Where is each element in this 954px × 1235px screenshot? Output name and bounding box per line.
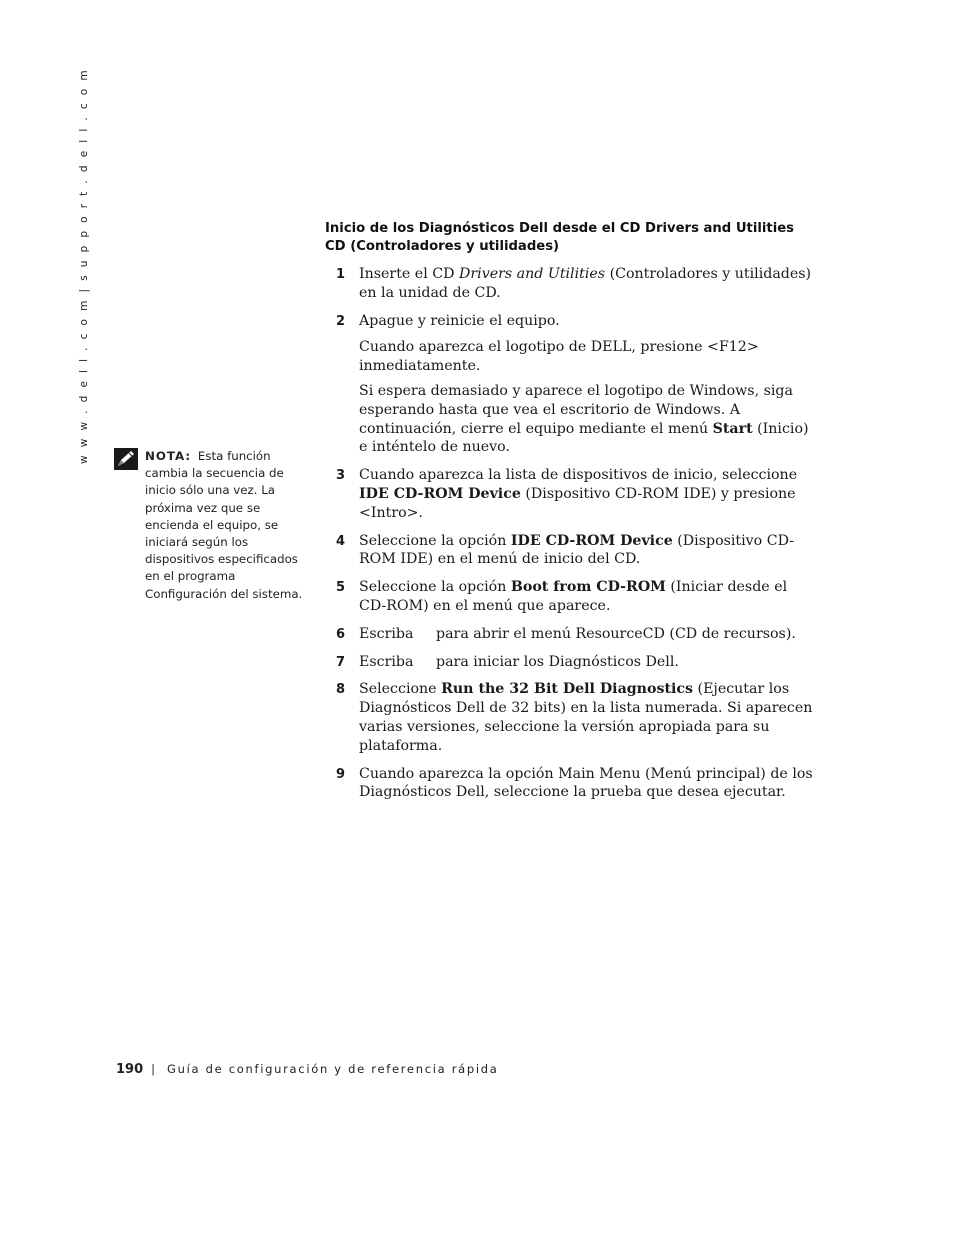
step-3 (325, 466, 817, 522)
step-9 (325, 765, 817, 803)
step-text-part: Si espera demasiado y aparece el logotipo de Windows, siga esperando hasta que vea el escritorio de Windows. A continuación, cierre el equipo mediante el menú (359, 382, 793, 437)
step-paragraph: Cuando aparezca el logotipo de DELL, presione <F12> inmediatamente. (359, 339, 759, 375)
step-text-bold: Boot from CD-ROM (510, 579, 666, 596)
step-7 (325, 653, 817, 672)
step-number: 7 (336, 654, 346, 670)
step-text-bold: Start (712, 420, 753, 437)
step-text-part: (Dispositivo CD-ROM IDE) y presione <Intro>. (359, 485, 796, 521)
step-text: Escriba para iniciar los Diagnósticos Dell. (359, 653, 679, 670)
step-number: 9 (336, 766, 346, 782)
step-2-paragraph-1 (325, 338, 817, 376)
step-text: Escriba para abrir el menú ResourceCD (CD de recursos). (359, 625, 796, 642)
footer-separator: | (151, 1062, 156, 1076)
step-text (359, 578, 817, 616)
page-number: 190 (116, 1062, 144, 1077)
step-number: 8 (336, 682, 346, 698)
step-5 (325, 578, 817, 616)
step-text-part: (Controladores y utilidades) en la unidad de CD. (359, 266, 812, 301)
step-number: 4 (336, 533, 346, 549)
step-text (359, 466, 817, 522)
note-body: Esta función cambia la secuencia de inicio sólo una vez. La próxima vez que se encienda el equipo, se iniciará según los dispositivos especificados en el programa Configuración del sistema. (145, 449, 303, 601)
section-heading: Inicio de los Diagnósticos Dell desde el CD Drivers and Utilities CD (Controladores y utilidades) (325, 221, 795, 254)
step-text-part: Cuando aparezca la lista de dispositivos de inicio, seleccione (359, 467, 798, 484)
step-text-part: Inserte el CD (359, 266, 459, 282)
step-text-part: (Ejecutar los Diagnósticos Dell de 32 bits) en la lista numerada. Si aparecen varias versiones, seleccione la versión apropiada para su plataforma. (359, 681, 813, 754)
step-paragraph (359, 382, 817, 457)
note-text (145, 448, 304, 603)
step-number: 5 (336, 580, 346, 596)
step-text-part: (Dispositivo CD-ROM IDE) en el menú de inicio del CD. (359, 532, 795, 568)
step-text-italic: Drivers and Utilities (459, 266, 606, 282)
step-text (359, 532, 817, 570)
step-text (359, 680, 817, 755)
step-number: 2 (336, 313, 346, 329)
step-text-part: (Inicio) e inténtelo de nuevo. (359, 420, 809, 456)
page-footer (116, 1062, 499, 1077)
step-text-bold: IDE CD-ROM Device (510, 532, 673, 549)
step-text (359, 265, 817, 303)
step-text-bold: Run the 32 Bit Dell Diagnostics (441, 681, 694, 698)
step-4 (325, 532, 817, 570)
step-8 (325, 680, 817, 755)
step-6 (325, 625, 817, 644)
main-content (325, 220, 817, 811)
step-number: 1 (336, 267, 346, 282)
note-pencil-icon (114, 448, 138, 470)
step-text: Apague y reinicie el equipo. (359, 312, 560, 329)
step-text-part: (Iniciar desde el CD-ROM) en el menú que aparece. (359, 579, 788, 614)
step-1 (325, 265, 817, 303)
step-text-part: Seleccione (359, 681, 442, 698)
step-2 (325, 312, 817, 331)
step-text: Cuando aparezca la opción Main Menu (Menú principal) de los Diagnósticos Dell, seleccione la prueba que desea ejecutar. (359, 765, 813, 801)
footer-title: Guía de configuración y de referencia rápida (167, 1062, 499, 1076)
step-text-part: Seleccione la opción (359, 532, 511, 549)
note-label: NOTA: (145, 449, 192, 463)
step-text-bold: IDE CD-ROM Device (359, 485, 521, 502)
sidebar-url: w w w . d e l l . c o m | s u p p o r t . d e l l . c o m (78, 68, 90, 464)
step-2-paragraph-2 (325, 382, 817, 457)
step-number: 3 (336, 468, 346, 484)
step-number: 6 (336, 626, 346, 642)
step-text-part: Seleccione la opción (359, 579, 511, 596)
note-box (114, 448, 304, 603)
